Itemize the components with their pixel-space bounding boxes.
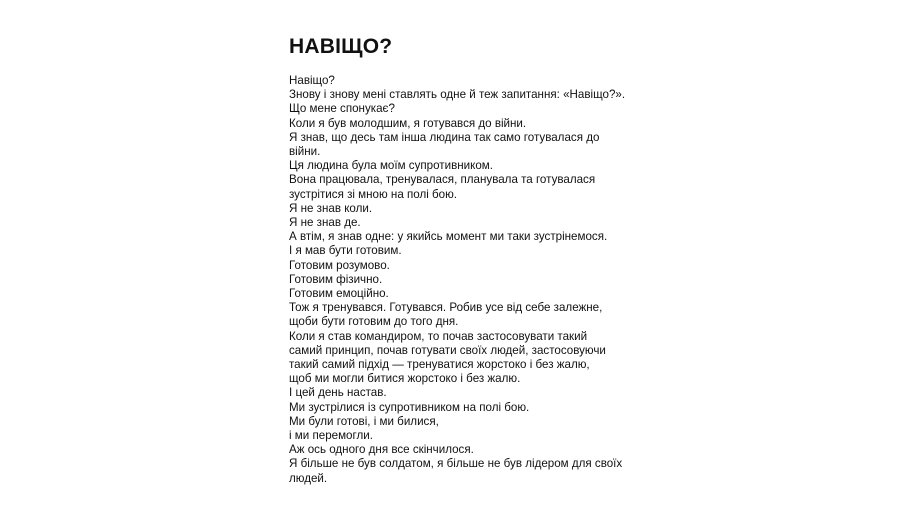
body-text <box>289 74 629 486</box>
text-line: А втім, я знав одне: у якийсь момент ми таки зустрінемося. <box>289 230 608 244</box>
text-line: Ми зустрілися із супротивником на полі бою. <box>289 400 530 414</box>
text-line: І цей день настав. <box>289 386 387 400</box>
text-line: зустрітися зі мною на полі бою. <box>289 187 458 201</box>
text-line: Я не знав де. <box>289 216 361 230</box>
text-line: людей. <box>289 471 328 485</box>
text-line: Готовим емоційно. <box>289 287 389 301</box>
text-line: Тож я тренувався. Готувався. Робив усе від себе залежне, <box>289 301 603 315</box>
text-line: щоб ми могли битися жорстоко і без жалю. <box>289 372 521 386</box>
text-line: Я знав, що десь там інша людина так само готувалася до <box>289 130 600 144</box>
text-line: Ця людина була моїм супротивником. <box>289 159 493 173</box>
text-line: Що мене спонукає? <box>289 102 395 116</box>
text-line: щоби бути готовим до того дня. <box>289 315 459 329</box>
text-line: Аж ось одного дня все скінчилося. <box>289 443 474 457</box>
text-line: Коли я був молодшим, я готувався до війни. <box>289 116 527 130</box>
text-line: Вона працювала, тренувалася, планувала та готувалася <box>289 173 596 187</box>
text-line: Я не знав коли. <box>289 201 373 215</box>
text-line: Навіщо? <box>289 74 335 87</box>
text-line: такий самий підхід — тренуватися жорстоко і без жалю, <box>289 358 590 372</box>
text-line: Я більше не був солдатом, я більше не був лідером для своїх <box>289 457 623 471</box>
text-line: Коли я став командиром, то почав застосовувати такий <box>289 329 588 343</box>
text-line: Готовим фізично. <box>289 272 383 286</box>
text-line: війни. <box>289 145 321 159</box>
text-line: І я мав бути готовим. <box>289 244 402 258</box>
page-title: НАВІЩО? <box>289 35 393 58</box>
text-line: Готовим розумово. <box>289 258 390 272</box>
text-line: Знову і знову мені ставлять одне й теж запитання: «Навіщо?». <box>289 88 626 102</box>
text-line: Ми були готові, і ми билися, <box>289 414 439 428</box>
text-line: і ми перемогли. <box>289 429 373 443</box>
text-line: самий принцип, почав готувати своїх людей, застосовуючи <box>289 343 606 357</box>
